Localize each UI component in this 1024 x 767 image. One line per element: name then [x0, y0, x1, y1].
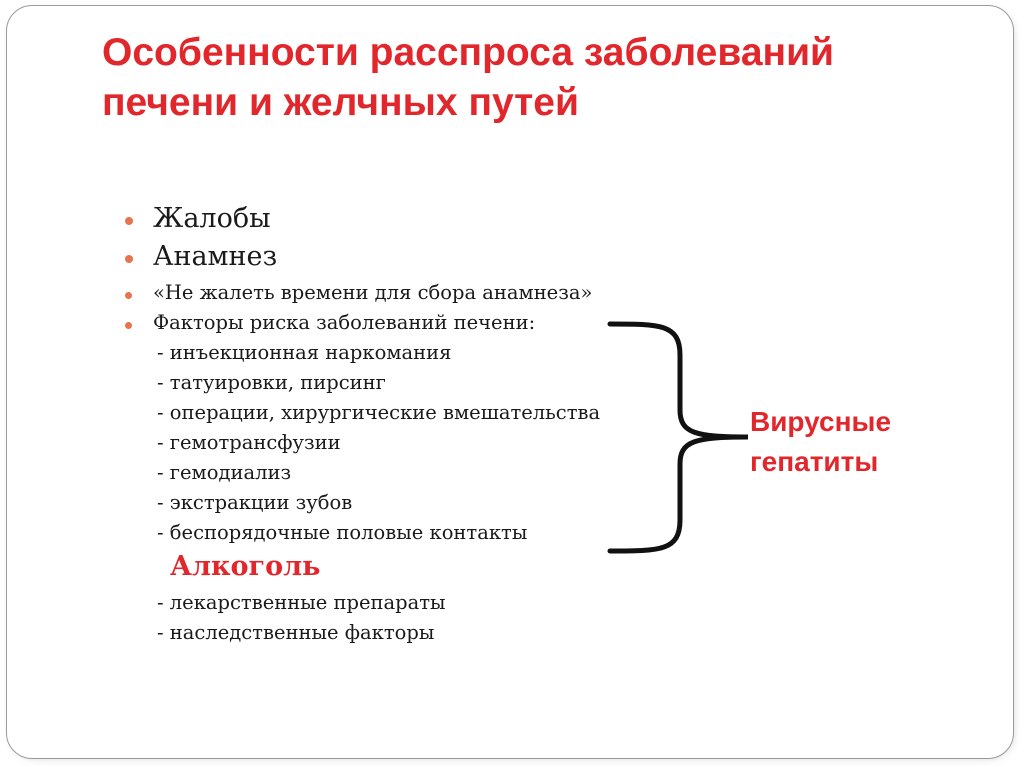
other-factor-item: - наследственные факторы	[157, 621, 435, 644]
risk-factor-item: - татуировки, пирсинг	[157, 371, 386, 394]
alcohol-label: Алкоголь	[170, 551, 321, 582]
curly-brace-icon	[600, 315, 760, 560]
viral-line-1: Вирусные	[750, 406, 892, 437]
title-line-1: Особенности расспроса заболеваний	[102, 31, 835, 74]
viral-line-2: гепатиты	[750, 446, 879, 477]
risk-factor-item: - гемотрансфузии	[157, 431, 341, 454]
bullet-dot	[125, 255, 133, 263]
slide-title	[102, 28, 962, 128]
bullet-complaints: Жалобы	[153, 203, 271, 234]
risk-factor-item: - экстракции зубов	[157, 491, 353, 514]
risk-factor-item: - гемодиализ	[157, 461, 292, 484]
viral-hepatitis-label	[750, 402, 891, 482]
risk-factor-item: - операции, хирургические вмешательства	[157, 401, 601, 424]
other-factor-item: - лекарственные препараты	[157, 591, 446, 614]
bullet-anamnesis: Анамнез	[153, 241, 278, 272]
title-line-2: печени и желчных путей	[102, 81, 579, 124]
bullet-quote: «Не жалеть времени для сбора анамнеза»	[153, 281, 593, 304]
risk-factor-item: - беспорядочные половые контакты	[157, 521, 528, 544]
bullet-risk-factors: Факторы риска заболеваний печени:	[153, 311, 536, 334]
bullet-dot	[125, 322, 132, 329]
risk-factor-item: - инъекционная наркомания	[157, 341, 452, 364]
bullet-dot	[125, 292, 132, 299]
bullet-dot	[125, 217, 133, 225]
